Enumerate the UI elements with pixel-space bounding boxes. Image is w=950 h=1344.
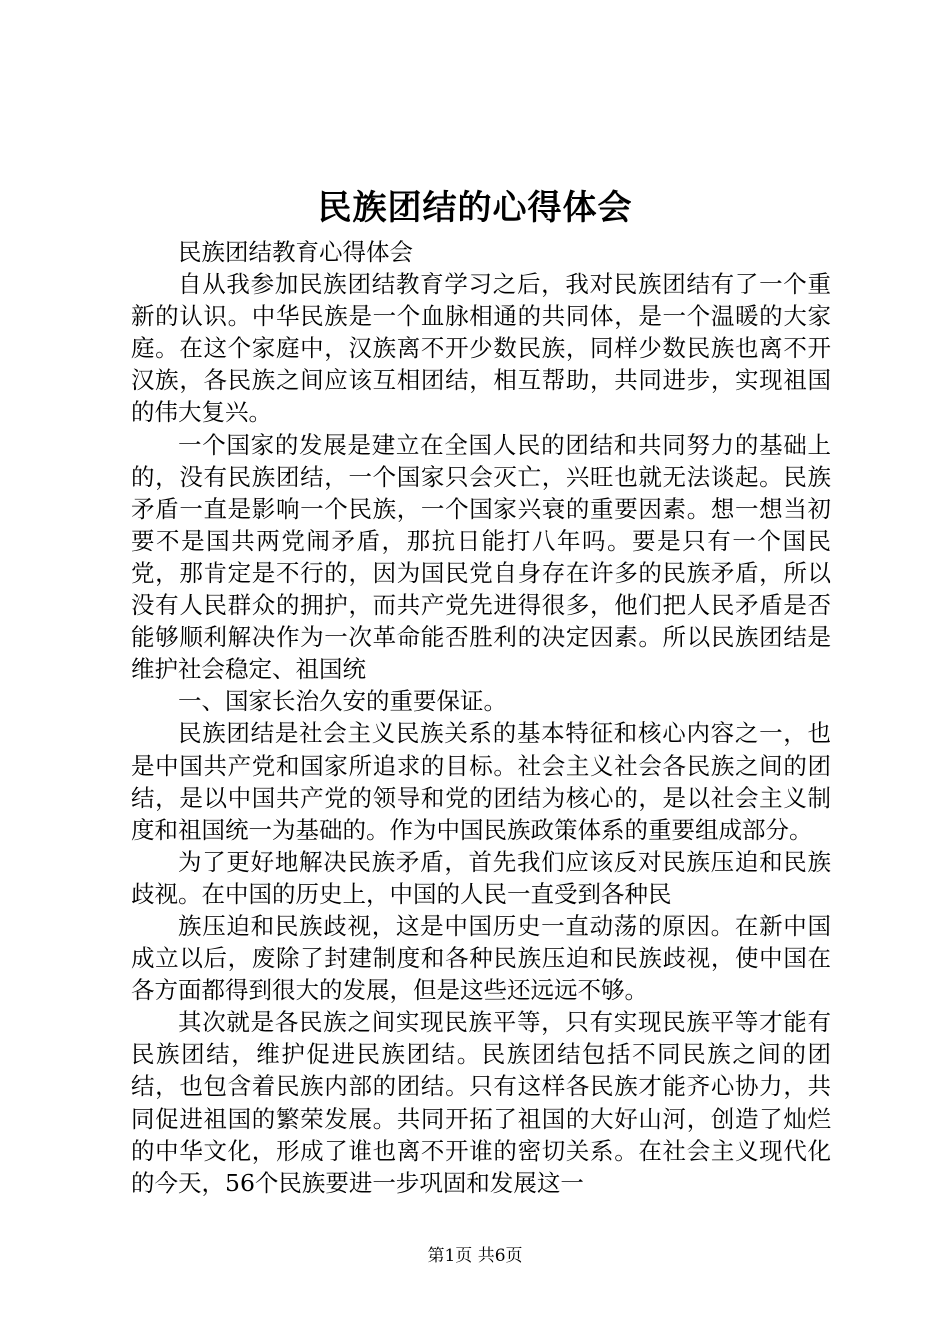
paragraph: 自从我参加民族团结教育学习之后，我对民族团结有了一个重新的认识。中华民族是一个血脉相通的共同体，是一个温暖的大家庭。在这个家庭中，汉族离不开少数民族，同样少数民族也离不开汉族，各民族之间应该互相团结，相互帮助，共同进步，实现祖国的伟大复兴。 <box>131 270 831 427</box>
paragraph: 族压迫和民族歧视，这是中国历史一直动荡的原因。在新中国成立以后，废除了封建制度和各种民族压迫和民族歧视，使中国在各方面都得到很大的发展，但是这些还远远不够。 <box>131 911 831 1005</box>
document-title: 民族团结的心得体会 <box>317 188 633 228</box>
paragraph: 民族团结是社会主义民族关系的基本特征和核心内容之一，也是中国共产党和国家所追求的目标。社会主义社会各民族之间的团结，是以中国共产党的领导和党的团结为核心的，是以社会主义制度和祖国统一为基础的。作为中国民族政策体系的重要组成部分。 <box>131 719 831 844</box>
paragraph: 一个国家的发展是建立在全国人民的团结和共同努力的基础上的，没有民族团结，一个国家只会灭亡，兴旺也就无法谈起。民族矛盾一直是影响一个民族，一个国家兴衰的重要因素。想一想当初要不是国共两党闹矛盾，那抗日能打八年吗。要是只有一个国民党，那肯定是不行的，因为国民党自身存在许多的民族矛盾，所以没有人民群众的拥护，而共产党先进得很多，他们把人民矛盾是否能够顺利解决作为一次革命能否胜利的决定因素。所以民族团结是维护社会稳定、祖国统 <box>131 430 831 684</box>
paragraph: 为了更好地解决民族矛盾，首先我们应该反对民族压迫和民族歧视。在中国的历史上，中国的人民一直受到各种民 <box>131 847 831 908</box>
document-body <box>131 236 831 1199</box>
paragraph-subtitle: 民族团结教育心得体会 <box>178 238 413 266</box>
paragraph: 一、国家长治久安的重要保证。 <box>178 687 507 716</box>
paragraph: 其次就是各民族之间实现民族平等，只有实现民族平等才能有民族团结，维护促进民族团结。民族团结包括不同民族之间的团结，也包含着民族内部的团结。只有这样各民族才能齐心协力，共同促进祖国的繁荣发展。共同开拓了祖国的大好山河，创造了灿烂的中华文化，形成了谁也离不开谁的密切关系。在社会主义现代化的今天，56个民族要进一步巩固和发展这一 <box>131 1008 831 1197</box>
page-number-footer: 第1页 共6页 <box>427 1246 523 1266</box>
